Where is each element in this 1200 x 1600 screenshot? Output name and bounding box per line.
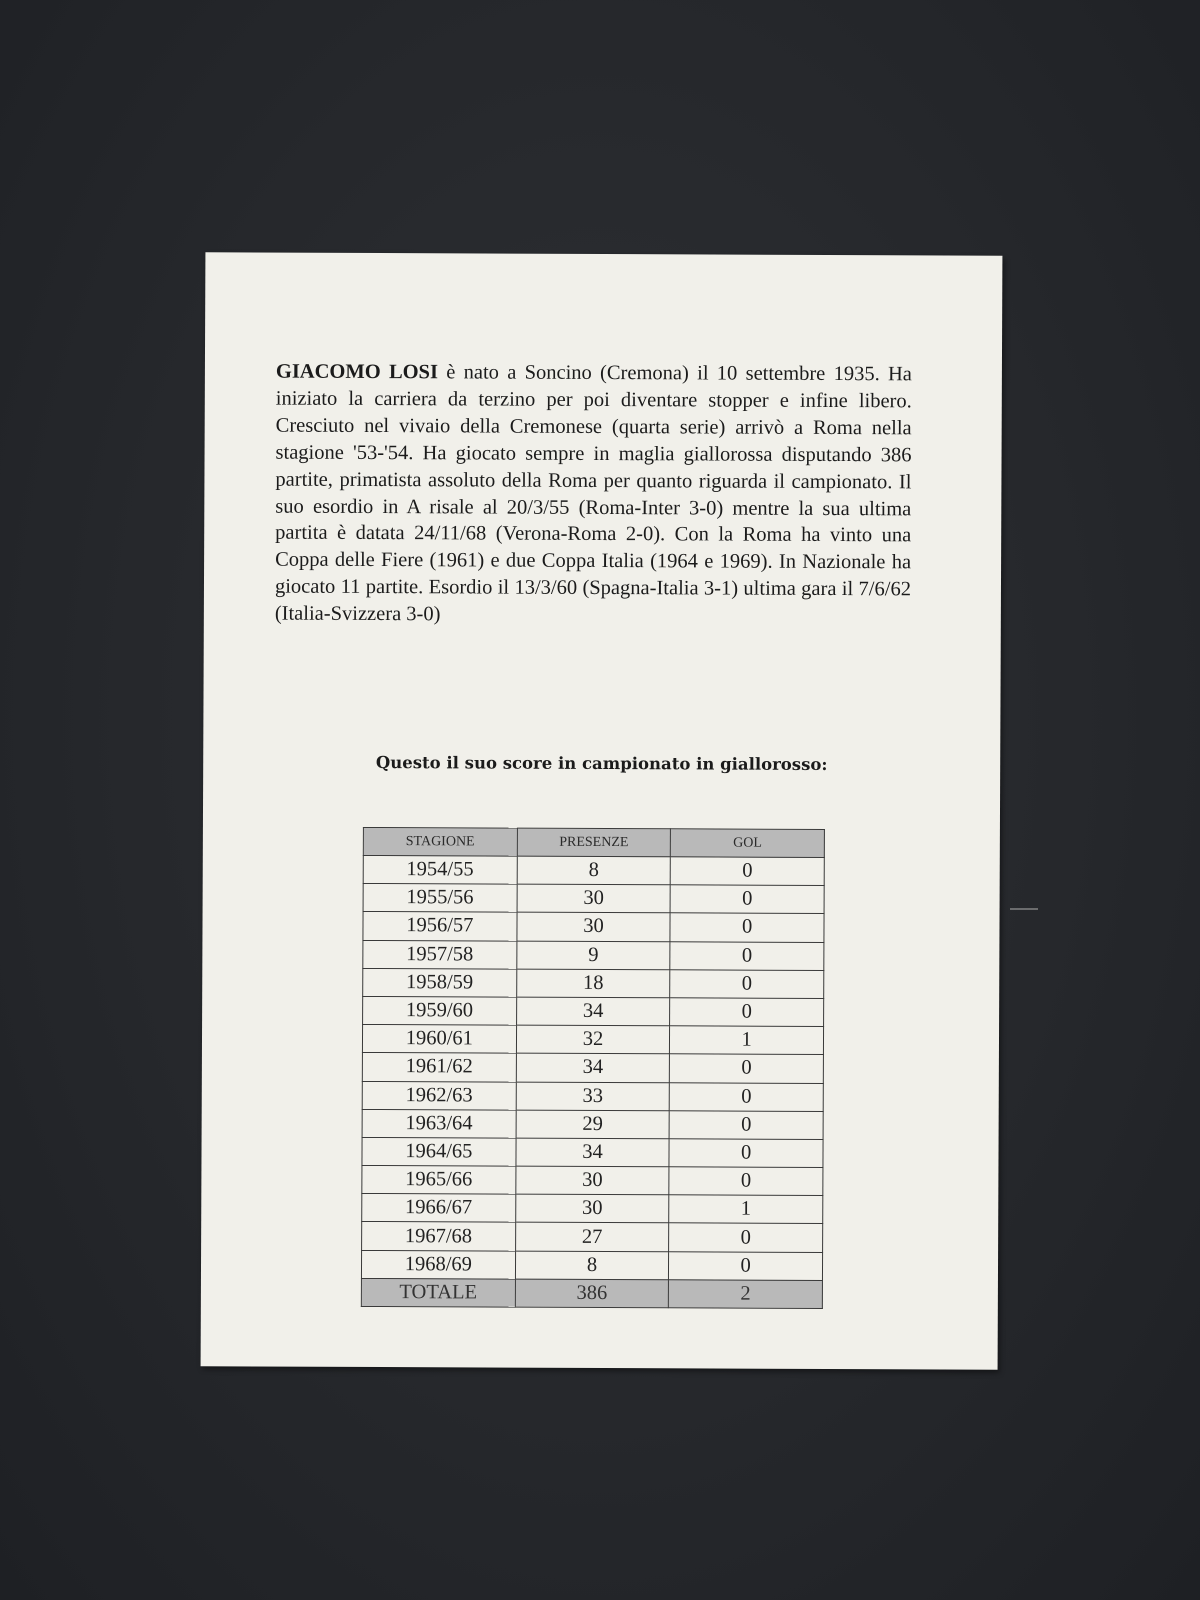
table-body [361, 855, 824, 1280]
appearances-cell: 30 [515, 1194, 669, 1223]
goals-cell: 0 [670, 941, 824, 970]
appearances-cell: 8 [517, 856, 671, 885]
table-row [362, 1081, 823, 1111]
appearances-cell: 34 [516, 1138, 670, 1167]
season-cell: 1968/69 [361, 1250, 515, 1279]
season-cell: 1965/66 [362, 1166, 516, 1195]
table-row [363, 884, 824, 914]
table-row [362, 1166, 823, 1196]
table-row [363, 996, 824, 1026]
appearances-cell: 8 [515, 1251, 669, 1280]
appearances-cell: 18 [516, 969, 670, 998]
table-row [362, 1053, 823, 1083]
goals-cell: 0 [670, 1054, 824, 1083]
goals-cell: 0 [669, 1139, 823, 1168]
table-row [362, 1222, 823, 1252]
season-cell: 1954/55 [363, 855, 517, 884]
table-row [363, 855, 824, 885]
goals-cell: 0 [670, 857, 824, 886]
bio-paragraph [275, 359, 912, 631]
goals-cell: 0 [670, 998, 824, 1027]
table-row [362, 1025, 823, 1055]
bio-text: è nato a Soncino (Cremona) il 10 settembre 1935. Ha iniziato la carriera da terzino per poi diventare stopper e infine libero. Cresciuto nel vivaio della Cremonese (quarta serie) arrivò a Roma nella stagione '53-'54. Ha giocato sempre in maglia giallorossa disputando 386 partite, primatista assoluto della Roma per quanto riguarda il campionato. Il suo esordio in A risale al 20/3/55 (Roma-Inter 3-0) mentre la sua ultima partita è datata 24/11/68 (Verona-Roma 2-0). Con la Roma ha vinto una Coppa delle Fiere (1961) e due Coppa Italia (1964 e 1969). In Nazionale ha giocato 11 partite. Esordio il 13/3/60 (Spagna-Italia 3-1) ultima gara il 7/6/62 (Italia-Svizzera 3-0) [274, 361, 912, 626]
appearances-cell: 29 [516, 1110, 670, 1139]
appearances-cell: 32 [516, 1025, 670, 1054]
season-cell: 1964/65 [362, 1137, 516, 1166]
background-scratch [1010, 908, 1038, 910]
total-goals: 2 [669, 1280, 823, 1309]
table-header-row [363, 827, 824, 857]
goals-cell: 0 [669, 1110, 823, 1139]
table-row [362, 1109, 823, 1139]
column-header-stagione: STAGIONE [363, 827, 517, 856]
card [201, 252, 1003, 1369]
table-row [363, 912, 824, 942]
goals-cell: 0 [670, 913, 824, 942]
table-row [363, 940, 824, 970]
season-cell: 1957/58 [363, 940, 517, 969]
season-cell: 1959/60 [363, 996, 517, 1025]
season-cell: 1960/61 [362, 1025, 516, 1054]
goals-cell: 0 [670, 1082, 824, 1111]
goals-cell: 0 [669, 1251, 823, 1280]
appearances-cell: 33 [516, 1082, 670, 1111]
appearances-cell: 27 [515, 1223, 669, 1252]
season-cell: 1967/68 [362, 1222, 516, 1251]
goals-cell: 1 [670, 1026, 824, 1055]
table-row [362, 1194, 823, 1224]
total-row [361, 1278, 822, 1308]
goals-cell: 0 [669, 1223, 823, 1252]
total-appearances: 386 [515, 1279, 669, 1308]
season-cell: 1961/62 [362, 1053, 516, 1082]
appearances-cell: 30 [517, 913, 671, 942]
season-cell: 1962/63 [362, 1081, 516, 1110]
season-cell: 1963/64 [362, 1109, 516, 1138]
goals-cell: 1 [669, 1195, 823, 1224]
total-label: TOTALE [361, 1278, 515, 1307]
column-header-presenze: PRESENZE [517, 828, 671, 857]
appearances-cell: 34 [516, 1053, 670, 1082]
goals-cell: 0 [670, 885, 824, 914]
table-row [362, 1137, 823, 1167]
player-name: GIACOMO LOSI [275, 360, 439, 384]
season-cell: 1958/59 [363, 968, 517, 997]
score-table [361, 827, 825, 1309]
season-cell: 1966/67 [362, 1194, 516, 1223]
table-row [361, 1250, 822, 1280]
goals-cell: 0 [670, 970, 824, 999]
appearances-cell: 34 [516, 997, 670, 1026]
appearances-cell: 9 [516, 941, 670, 970]
season-cell: 1955/56 [363, 884, 517, 913]
appearances-cell: 30 [515, 1166, 669, 1195]
appearances-cell: 30 [517, 884, 671, 913]
table-row [363, 968, 824, 998]
goals-cell: 0 [669, 1167, 823, 1196]
column-header-gol: GOL [671, 829, 825, 858]
score-heading: Questo il suo score in campionato in giallorosso: [375, 753, 828, 774]
season-cell: 1956/57 [363, 912, 517, 941]
